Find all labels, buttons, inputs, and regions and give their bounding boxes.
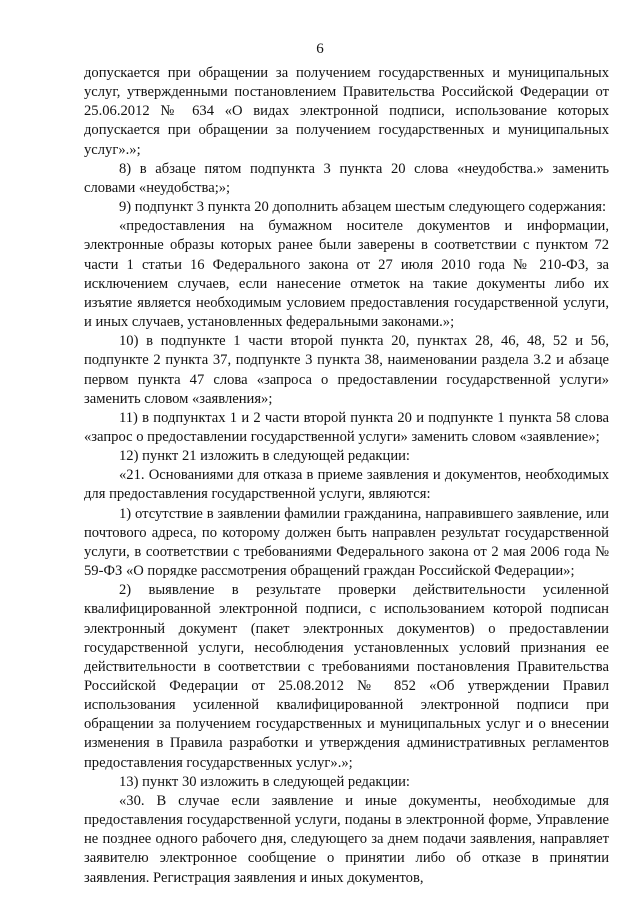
paragraph-item-10: 10) в подпункте 1 части второй пункта 20, пунктах 28, 46, 48, 52 и 56, подпункте 2 пункта 37, подпункте 3 пункта 38, наименовании раздела 3.2 и абзаце первом пункта 47 слова «запроса о предоставлении государственной услуги» заменить словом «заявления»; xyxy=(84,333,609,407)
paragraph-item-9: 9) подпункт 3 пункта 20 дополнить абзацем шестым следующего содержания: xyxy=(119,199,607,216)
paragraph-quote-provision: «предоставления на бумажном носителе документов и информации, электронные образы которых ранее были заверены в соответствии с пунктом 72 части 1 статьи 16 Федерального закона от 27 июля 2010 года № 210-ФЗ, за исключением случаев, если нанесение отметок на такие документы либо их изъятие является необходимым условием предоставления государственной услуги, и иных случаев, установленных федеральными законами.»; xyxy=(84,218,609,331)
paragraph-clause-30: «30. В случае если заявление и иные документы, необходимые для предоставления государственной услуги, поданы в электронной форме, Управление не позднее одного рабочего дня, следующего за днем подачи заявления, направляет заявителю электронное сообщение о принятии либо об отказе в принятии заявления. Регистрация заявления и иных документов, xyxy=(84,792,609,886)
paragraph-item-11: 11) в подпунктах 1 и 2 части второй пункта 20 и подпункте 1 пункта 58 слова «запрос о предоставлении государственной услуги» заменить словом «заявление»; xyxy=(84,409,609,445)
paragraph-clause-21-1: 1) отсутствие в заявлении фамилии гражданина, направившего заявление, или почтового адреса, по которому должен быть направлен результат государственной услуги, в соответствии с требованиями Федерального закона от 2 мая 2006 года № 59-ФЗ «О порядке рассмотрения обращений граждан Российской Федерации»; xyxy=(84,505,609,580)
paragraph-clause-21: «21. Основаниями для отказа в приеме заявления и документов, необходимых для предоставления государственной услуги, являются: xyxy=(84,467,609,503)
paragraph-clause-21-2: 2) выявление в результате проверки действительности усиленной квалифицированной электронной подписи, с использованием которой подписан электронный документ (пакет электронных документов) о предоставлении государственной услуги, несоблюдения установленных условий признания ее действительности в соответствии с требованиями постановления Правительства Российской Федерации от 25.08.2012 № 852 «Об утверждении Правил использования усиленной квалифицированной электронной подписи при обращении за получением государственных и муниципальных услуг и о внесении изменения в Правила разработки и утверждения административных регламентов предоставления государственных услуг».»; xyxy=(84,582,609,771)
paragraph-item-12: 12) пункт 21 изложить в следующей редакции: xyxy=(119,448,410,465)
page-number: 6 xyxy=(316,41,324,57)
paragraph-item-8: 8) в абзаце пятом подпункта 3 пункта 20 слова «неудобства.» заменить словами «неудобства;»; xyxy=(84,160,609,196)
document-body xyxy=(84,64,609,888)
paragraph-continuation: допускается при обращении за получением государственных и муниципальных услуг, утвержденными постановлением Правительства Российской Федерации от 25.06.2012 № 634 «О видах электронной подписи, использование которых допускается при обращении за получением государственных и муниципальных услуг».»; xyxy=(84,65,609,158)
paragraph-item-13: 13) пункт 30 изложить в следующей редакции: xyxy=(119,773,410,790)
